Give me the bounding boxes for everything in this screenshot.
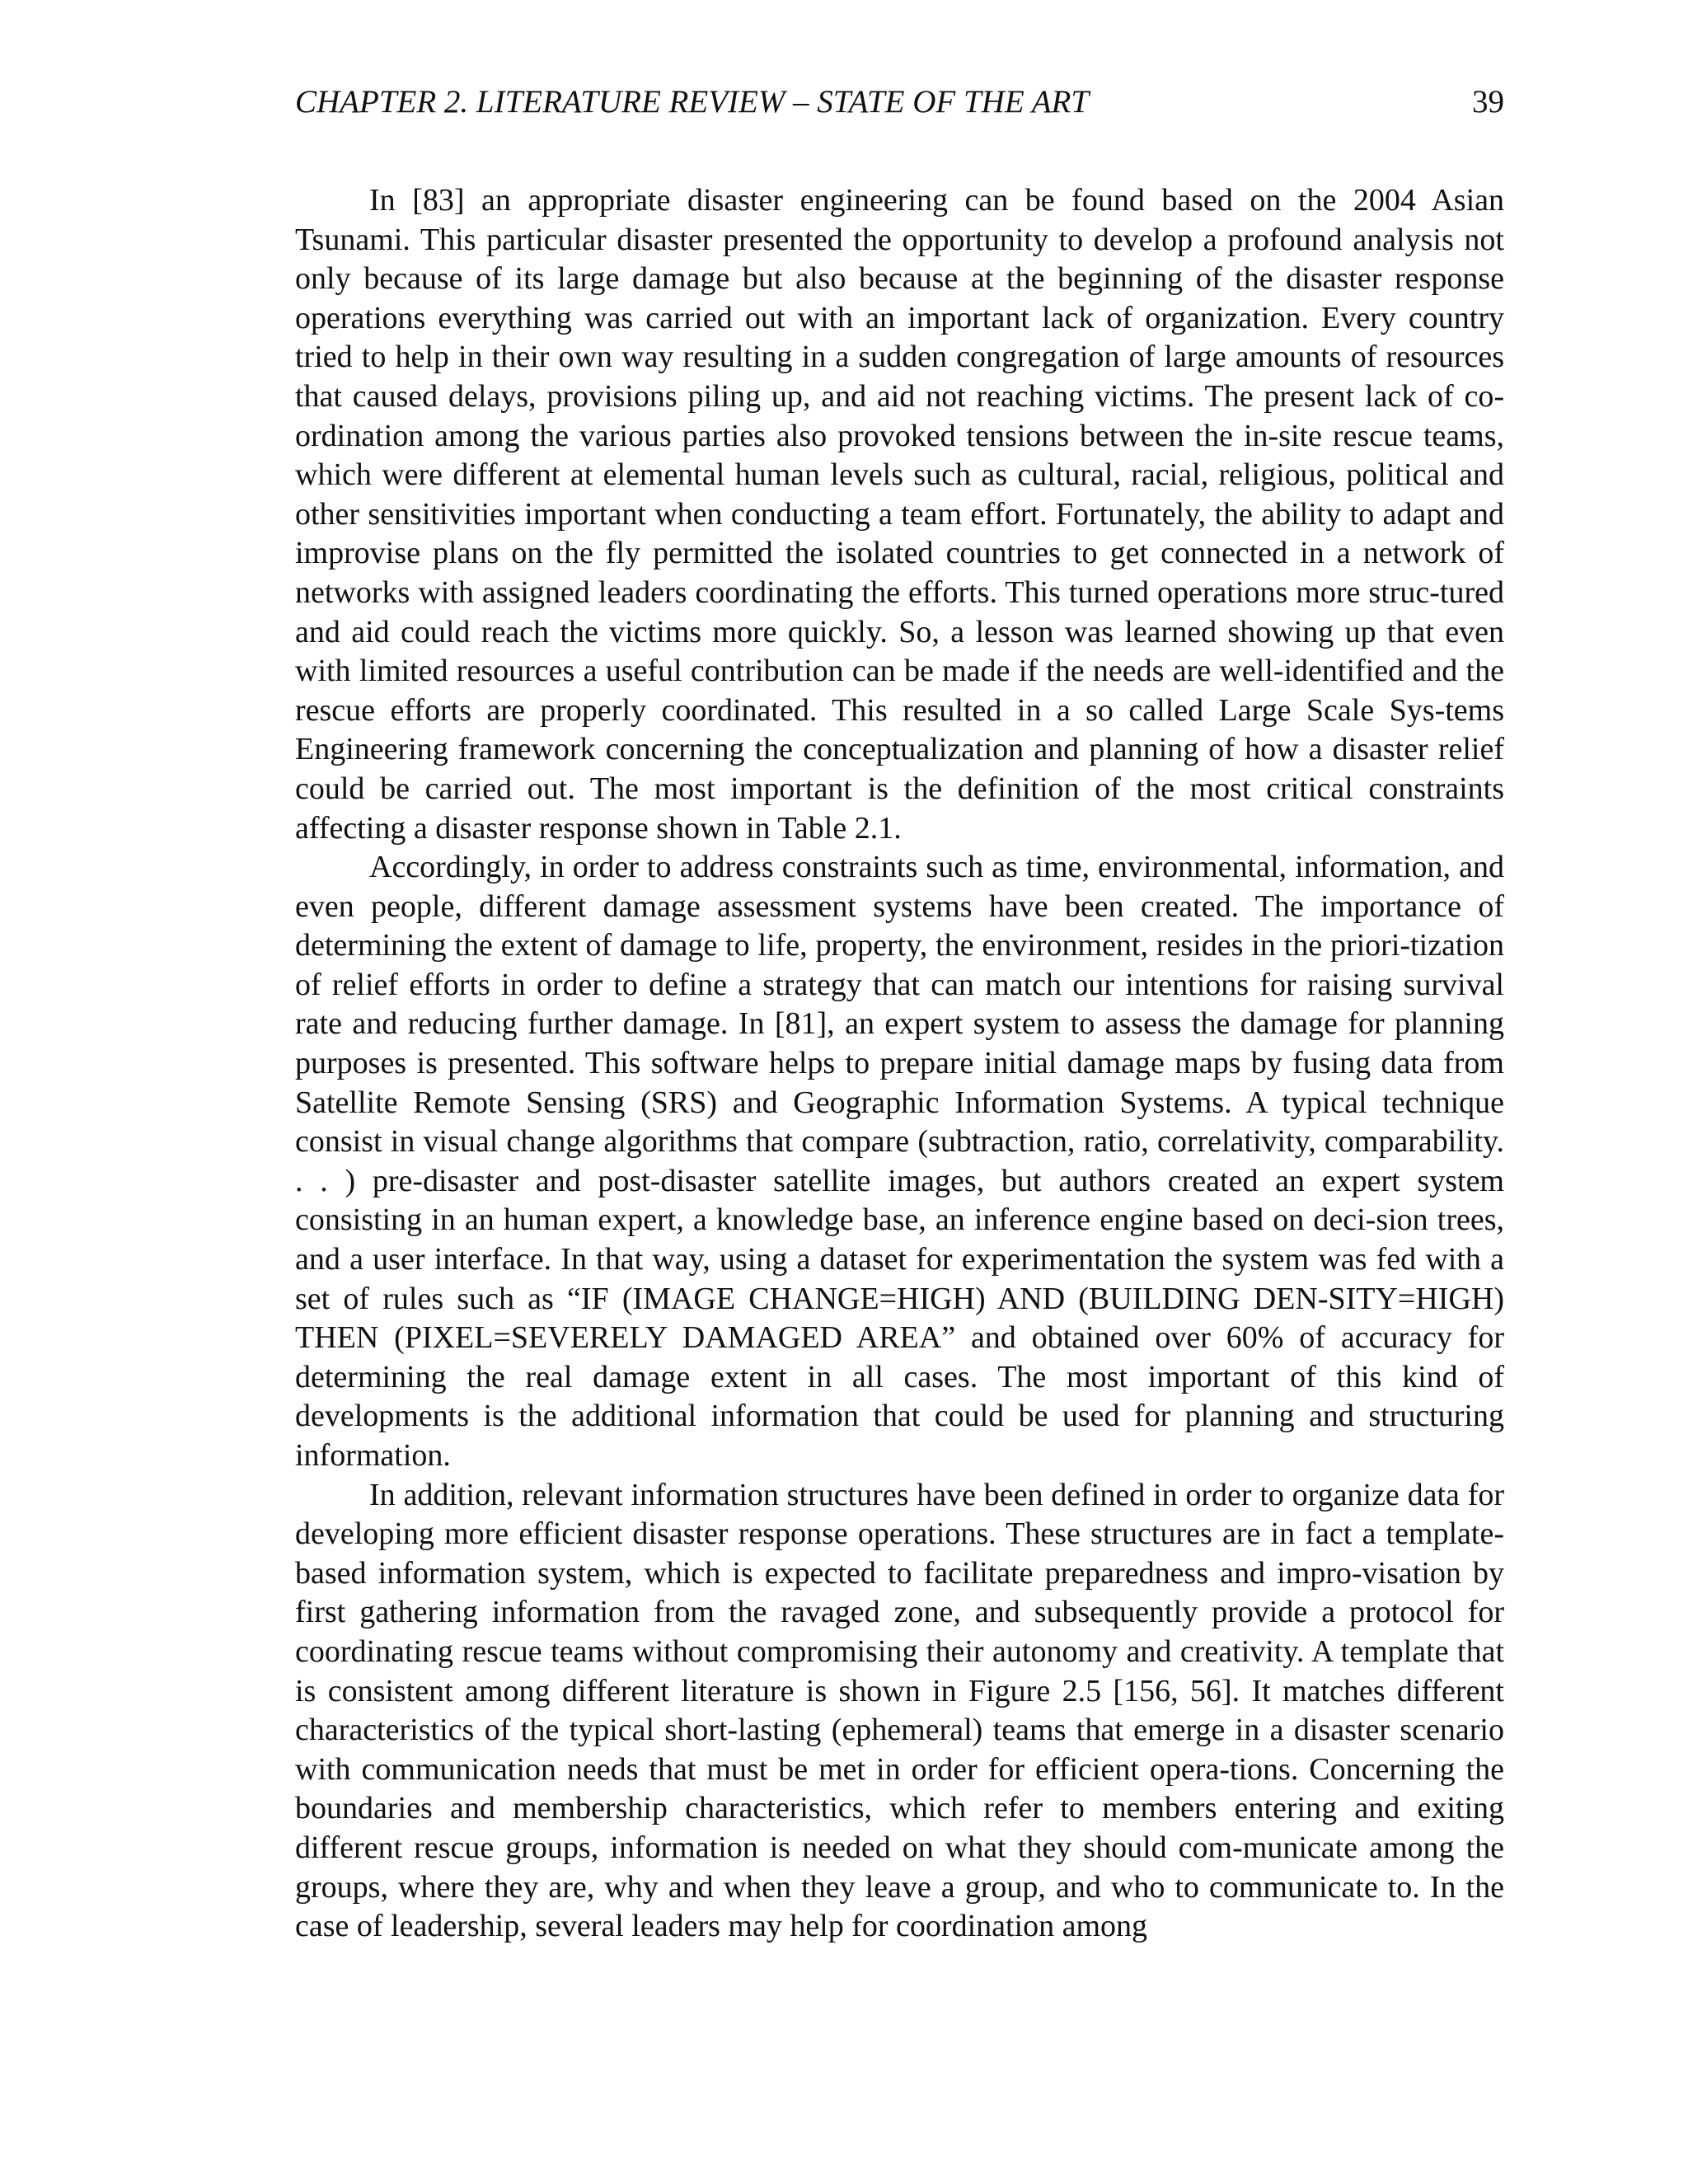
body-text xyxy=(295,181,1504,1947)
paragraph-disaster-engineering: In [83] an appropriate disaster engineering can be found based on the 2004 Asian Tsunami. This particular disaster presented the opportunity to develop a profound analysis not only because of its large damage but also because at the beginning of the disaster response operations everything was carried out with an important lack of organization. Every country tried to help in their own way resulting in a sudden congregation of large amounts of resources that caused delays, provisions piling up, and aid not reaching victims. The present lack of co-ordination among the various parties also provoked tensions between the in-site rescue teams, which were different at elemental human levels such as cultural, racial, religious, political and other sensitivities important when conducting a team effort. Fortunately, the ability to adapt and improvise plans on the fly permitted the isolated countries to get connected in a network of networks with assigned leaders coordinating the efforts. This turned operations more struc-tured and aid could reach the victims more quickly. So, a lesson was learned showing up that even with limited resources a useful contribution can be made if the needs are well-identified and the rescue efforts are properly coordinated. This resulted in a so called Large Scale Sys-tems Engineering framework concerning the conceptualization and planning of how a disaster relief could be carried out. The most important is the definition of the most critical constraints affecting a disaster response shown in Table 2.1. xyxy=(295,183,1504,846)
paragraph-damage-assessment: Accordingly, in order to address constraints such as time, environmental, information, and even people, different damage assessment systems have been created. The importance of determining the extent of damage to life, property, the environment, resides in the priori-tization of relief efforts in order to define a strategy that can match our intentions for raising survival rate and reducing further damage. In [81], an expert system to assess the damage for planning purposes is presented. This software helps to prepare initial damage maps by fusing data from Satellite Remote Sensing (SRS) and Geographic Information Systems. A typical technique consist in visual change algorithms that compare (subtraction, ratio, correlativity, comparability. . . ) pre-disaster and post-disaster satellite images, but authors created an expert system consisting in an human expert, a knowledge base, an inference engine based on deci-sion trees, and a user interface. In that way, using a dataset for experimentation the system was fed with a set of rules such as “IF (IMAGE CHANGE=HIGH) AND (BUILDING DEN-SITY=HIGH) THEN (PIXEL=SEVERELY DAMAGED AREA” and obtained over 60% of accuracy for determining the real damage extent in all cases. The most important of this kind of developments is the additional information that could be used for planning and structuring information. xyxy=(295,850,1504,1473)
running-header xyxy=(295,79,1504,125)
chapter-title: CHAPTER 2. LITERATURE REVIEW – STATE OF THE ART xyxy=(295,84,1090,120)
paragraph-information-structures: In addition, relevant information structures have been defined in order to organize data for developing more efficient disaster response operations. These structures are in fact a template-based information system, which is expected to facilitate preparedness and impro-visation by first gathering information from the ravaged zone, and subsequently provide a protocol for coordinating rescue teams without compromising their autonomy and creativity. A template that is consistent among different literature is shown in Figure 2.5 [156, 56]. It matches different characteristics of the typical short-lasting (ephemeral) teams that emerge in a disaster scenario with communication needs that must be met in order for efficient opera-tions. Concerning the boundaries and membership characteristics, which refer to members entering and exiting different rescue groups, information is needed on what they should com-municate among the groups, where they are, why and when they leave a group, and who to communicate to. In the case of leadership, several leaders may help for coordination among xyxy=(295,1477,1504,1944)
page-number: 39 xyxy=(1472,84,1504,120)
